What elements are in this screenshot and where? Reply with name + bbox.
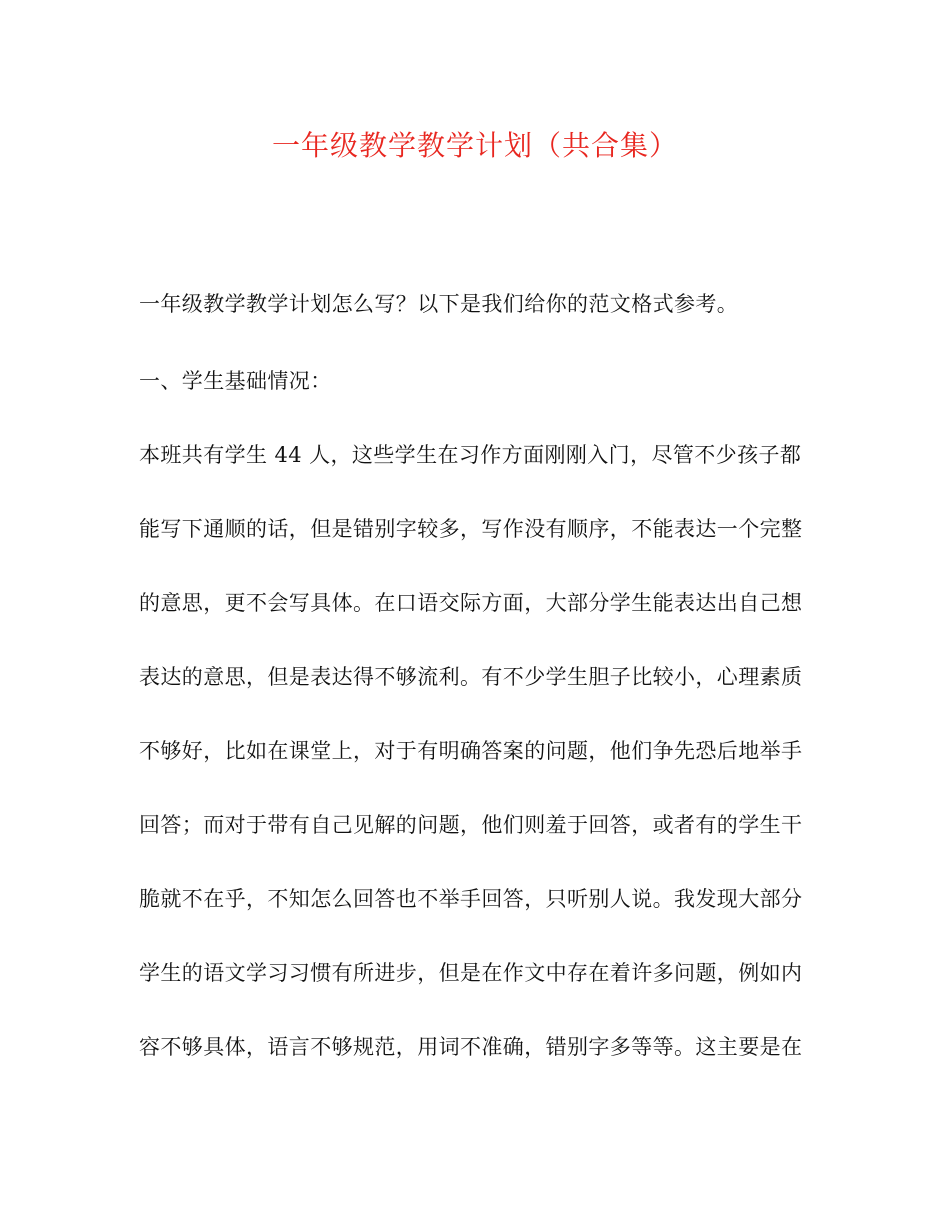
body-line-6: 回答；而对于带有自己见解的问题，他们则羞于回答，或者有的学生干 [139, 813, 803, 837]
body-line-5: 不够好，比如在课堂上，对于有明确答案的问题，他们争先恐后地举手 [139, 739, 803, 763]
intro-paragraph: 一年级教学教学计划怎么写？以下是我们给你的范文格式参考。 [139, 292, 739, 316]
body-line-1: 本班共有学生 44 人，这些学生在习作方面刚刚入门，尽管不少孩子都 [139, 443, 802, 467]
section-heading-student-basics: 一、学生基础情况： [139, 369, 332, 393]
body-line-8: 学生的语文学习习惯有所进步，但是在作文中存在着许多问题，例如内 [139, 961, 803, 985]
body-line-4: 表达的意思，但是表达得不够流利。有不少学生胆子比较小，心理素质 [139, 665, 803, 689]
document-title: 一年级教学教学计划（共合集） [271, 129, 678, 162]
body-line-9: 容不够具体，语言不够规范，用词不准确，错别字多等等。这主要是在 [139, 1035, 803, 1059]
body-line-7: 脆就不在乎，不知怎么回答也不举手回答，只听别人说。我发现大部分 [139, 887, 803, 911]
body-line-3: 的意思，更不会写具体。在口语交际方面，大部分学生能表达出自己想 [139, 591, 803, 615]
body-line-2: 能写下通顺的话，但是错别字较多，写作没有顺序，不能表达一个完整 [139, 517, 803, 541]
